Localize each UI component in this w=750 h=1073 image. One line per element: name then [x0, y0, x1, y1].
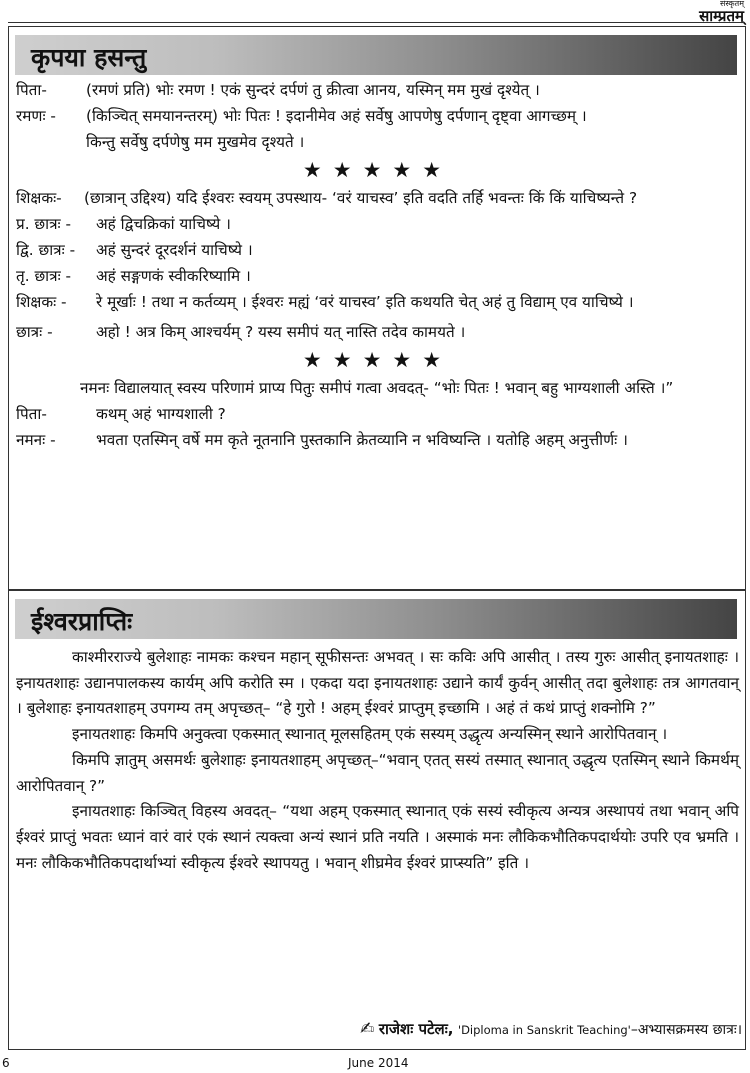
story-section	[8, 590, 746, 1050]
jokes-content	[16, 77, 739, 453]
author-course: 'Diploma in Sanskrit Teaching'	[457, 1023, 631, 1037]
header-brand: साम्प्रतम्	[699, 7, 744, 25]
dialogue-text: रे मूर्खाः ! तथा न कर्तव्यम् । ईश्वरः मह्यं ‘वरं याचस्व’ इति कथयति चेत् अहं तु विद्याम् एव याचिष्ये ।	[96, 293, 634, 311]
dialogue-text: (छात्रान् उद्दिश्य) यदि ईश्वरः स्वयम् उपस्थाय- ‘वरं याचस्व’ इति वदति तर्हि भवन्तः किं किं याचिष्यन्ते ?	[84, 189, 638, 207]
dialogue-text: किन्तु सर्वेषु दर्पणेषु मम मुखमेव दृश्यते ।	[86, 133, 305, 151]
issue-date: June 2014	[348, 1056, 409, 1070]
story-content	[16, 645, 739, 876]
speaker-label: द्वि. छात्रः -	[16, 241, 76, 259]
story-paragraph: इनायतशाहः किमपि अनुक्त्वा एकस्मात् स्थानात् मूलसहितम् एकं सस्यम् उद्धृत्य अन्यस्मिन् स्थाने आरोपितवान् ।	[72, 725, 668, 744]
speaker-label: नमनः -	[16, 431, 56, 449]
author-role: –अभ्यासक्रमस्य छात्रः।	[630, 1022, 742, 1038]
dialogue-text: अहं द्विचक्रिकां याचिष्ये ।	[96, 215, 231, 233]
jokes-title: कृपया हसन्तु	[31, 43, 147, 72]
dialogue-text: कथम् अहं भाग्यशाली ?	[96, 405, 226, 423]
speaker-label: शिक्षकः-	[16, 189, 62, 207]
dialogue-text: भवता एतस्मिन् वर्षे मम कृते नूतनानि पुस्तकानि क्रेतव्यानि न भविष्यन्ति । यतोहि अहम् अनुत्तीर्णः ।	[96, 431, 628, 449]
dialogue-line	[16, 237, 739, 263]
story-title: ईश्वरप्राप्तिः	[31, 607, 133, 636]
header-small-label: संस्कृतम्	[719, 0, 744, 8]
dialogue-line	[16, 103, 739, 129]
dialogue-line	[16, 319, 739, 345]
dialogue-text: अहं सुन्दरं दूरदर्शनं याचिष्ये ।	[96, 241, 253, 259]
pen-icon: ✍	[360, 1019, 375, 1039]
dialogue-line	[16, 401, 739, 427]
speaker-label: छात्रः -	[16, 323, 53, 341]
dialogue-line	[16, 129, 739, 155]
story-banner	[15, 599, 737, 639]
naman-paragraph: नमनः विद्यालयात् स्वस्य परिणामं प्राप्य पितुः समीपं गत्वा अवदत्- “भोः पितः ! भवान् बहु भाग्यशाली अस्ति ।”	[80, 379, 674, 397]
dialogue-line	[16, 211, 739, 237]
dialogue-line	[16, 77, 739, 103]
jokes-banner	[15, 35, 737, 75]
speaker-label: रमणः -	[16, 107, 56, 125]
story-paragraph: इनायतशाहः किञ्चित् विहस्य अवदत्– “यथा अहम् एकस्मात् स्थानात् एकं सस्यं स्वीकृत्य अन्यत्र अस्थापयं तथा भवान् अपि ईश्वरं प्राप्तुं भवतः ध्यानं वारं वारं एकं स्थानं त्यक्त्वा अन्यं स्थानं प्रति नयति । अस्माकं मनः लौकिकभौतिकपदार्थयोः उपरि एव भ्रमति । मनः लौकिकभौतिकपदार्थाभ्यां स्वीकृत्य ईश्वरे स्थापयतु । भवान् शीघ्रमेव ईश्वरं प्राप्स्यति” इति ।	[16, 802, 739, 872]
star-divider: ★★★★★	[302, 158, 453, 182]
dialogue-line	[16, 289, 739, 315]
dialogue-text: अहो ! अत्र किम् आश्चर्यम् ? यस्य समीपं यत् नास्ति तदेव कामयते ।	[96, 323, 466, 341]
speaker-label: पिता-	[16, 81, 47, 99]
author-name: राजेशः पटेलः,	[378, 1020, 454, 1038]
author-signature	[360, 1019, 742, 1039]
dialogue-line	[16, 263, 739, 289]
dialogue-text: (किञ्चित् समयानन्तरम्) भोः पितः ! इदानीमेव अहं सर्वेषु आपणेषु दर्पणान् दृष्ट्वा आगच्छम् ।	[86, 107, 587, 125]
speaker-label	[16, 129, 86, 155]
star-divider: ★★★★★	[302, 348, 453, 372]
speaker-label: शिक्षकः -	[16, 293, 67, 311]
story-paragraph: काश्मीरराज्ये बुलेशाहः नामकः कश्चन महान् सूफीसन्तः अभवत् । सः कविः अपि आसीत् । तस्य गुरुः आसीत् इनायतशाहः । इनायतशाहः उद्यानपालकस्य कार्यम् अपि करोति स्म । एकदा यदा इनायतशाहः उद्याने कार्यं कुर्वन् आसीत् तदा बुलेशाहः तत्र आगतवान् । बुलेशाहः इनायतशाहम् उपगम्य तम् अपृच्छत्– “हे गुरो ! अहम् ईश्वरं प्राप्तुम् इच्छामि । अहं तं कथं प्राप्तुं शक्नोमि ?”	[16, 648, 739, 718]
speaker-label: प्र. छात्रः -	[16, 215, 72, 233]
header-rule	[8, 22, 744, 23]
dialogue-text: अहं सङ्गणकं स्वीकरिष्यामि ।	[96, 267, 251, 285]
journal-header	[699, 0, 744, 24]
speaker-label: तृ. छात्रः -	[16, 267, 72, 285]
story-paragraph: किमपि ज्ञातुम् असमर्थः बुलेशाहः इनायतशाहम् अपृच्छत्–“भवान् एतत् सस्यं तस्मात् स्थानात् उद्धृत्य एतस्मिन् स्थाने किमर्थम् आरोपितवान् ?”	[16, 750, 739, 795]
jokes-section	[8, 26, 746, 590]
dialogue-text: (रमणं प्रति) भोः रमण ! एकं सुन्दरं दर्पणं तु क्रीत्वा आनय, यस्मिन् मम मुखं दृश्येत् ।	[86, 81, 540, 99]
page-number: 6	[2, 1056, 10, 1070]
speaker-label: पिता-	[16, 405, 47, 423]
dialogue-line	[16, 427, 739, 453]
dialogue-line	[16, 185, 739, 211]
